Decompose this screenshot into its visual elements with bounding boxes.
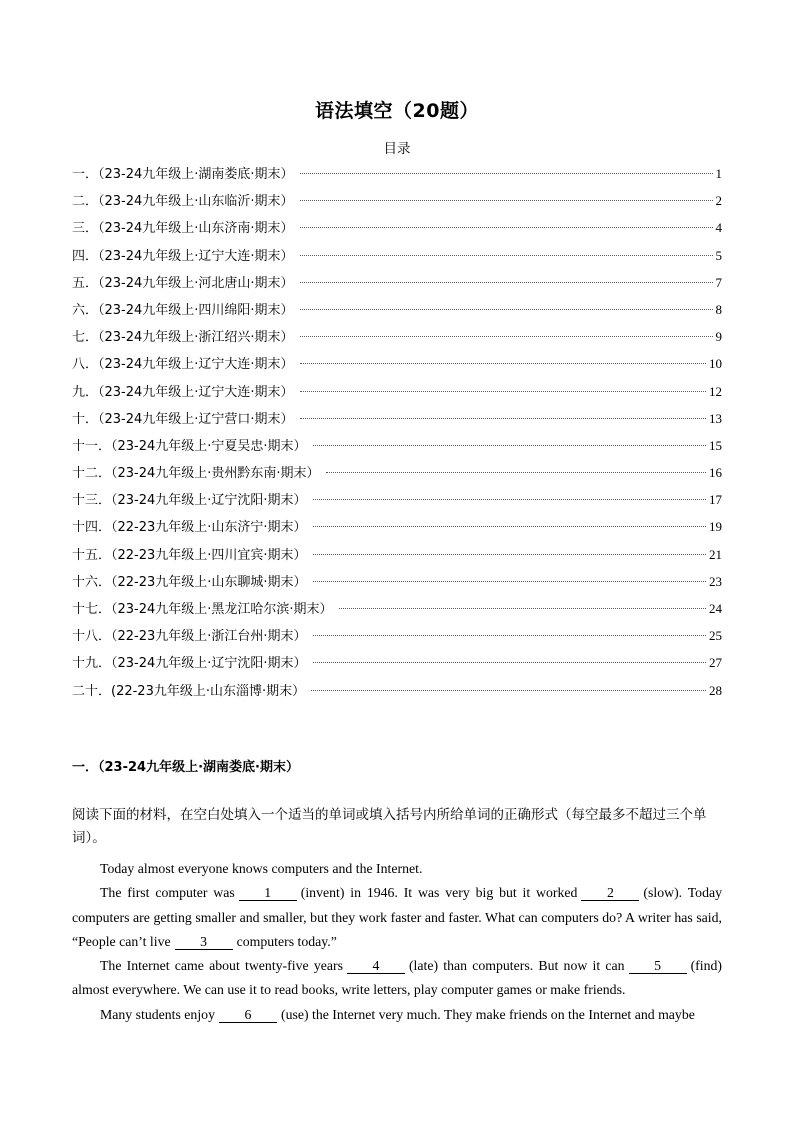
toc-entry[interactable]: [72, 405, 722, 432]
toc-entry-page: 2: [715, 193, 722, 209]
page-title: 语法填空（20题）: [315, 100, 479, 122]
toc-entry[interactable]: [72, 432, 722, 459]
toc-entry-label: 十一．（23-24九年级上·宁夏吴忠·期末）: [72, 438, 307, 454]
toc-entry-label: 二十．(22-23九年级上·山东淄博·期末）: [72, 683, 306, 699]
toc-entry[interactable]: [72, 649, 722, 676]
toc-leader-dots: [300, 309, 713, 310]
toc-entry[interactable]: [72, 323, 722, 350]
passage-text: (use) the Internet very much. They make friends on the Internet and maybe: [280, 1006, 695, 1022]
toc-entry-page: 19: [709, 519, 722, 535]
toc-leader-dots: [300, 200, 713, 201]
toc-leader-dots: [300, 363, 706, 364]
toc-leader-dots: [313, 499, 706, 500]
toc-entry[interactable]: [72, 677, 722, 704]
toc-entry[interactable]: [72, 296, 722, 323]
toc-entry-page: 15: [709, 437, 722, 453]
passage-text: The Internet came about twenty-five years: [100, 958, 343, 974]
toc-entry-label: 十五．（22-23九年级上·四川宜宾·期末）: [72, 547, 307, 563]
toc-entry-page: 27: [709, 655, 722, 671]
toc-entry-label: 二．（23-24九年级上·山东临沂·期末）: [72, 194, 294, 210]
toc-entry-page: 10: [709, 356, 722, 372]
toc-leader-dots: [313, 554, 706, 555]
toc-entry-page: 25: [709, 628, 722, 644]
passage-text: (late) than computers. But now it can: [408, 958, 625, 974]
toc-entry-label: 四．（23-24九年级上·辽宁大连·期末）: [72, 248, 294, 264]
table-of-contents: [72, 160, 722, 704]
toc-leader-dots: [300, 282, 713, 283]
toc-entry[interactable]: [72, 513, 722, 540]
toc-entry-label: 十二．（23-24九年级上·贵州黔东南·期末）: [72, 466, 320, 482]
toc-entry[interactable]: [72, 187, 722, 214]
toc-entry-page: 16: [709, 465, 722, 481]
toc-leader-dots: [300, 336, 713, 337]
toc-entry-page: 8: [715, 301, 722, 317]
toc-entry-label: 十．（23-24九年级上·辽宁营口·期末）: [72, 411, 294, 427]
passage-paragraph: [72, 1003, 722, 1027]
passage-text: (invent) in 1946. It was very big but it worked: [300, 885, 578, 901]
toc-entry-label: 十九．（23-24九年级上·辽宁沈阳·期末）: [72, 656, 307, 672]
toc-entry[interactable]: [72, 541, 722, 568]
answer-blank[interactable]: 3: [175, 934, 233, 950]
toc-entry[interactable]: [72, 160, 722, 187]
toc-entry-label: 十八．（22-23九年级上·浙江台州·期末）: [72, 629, 307, 645]
toc-entry-page: 12: [709, 383, 722, 399]
toc-entry-page: 9: [715, 329, 722, 345]
toc-leader-dots: [300, 227, 713, 228]
passage-text: computers today.”: [236, 933, 337, 949]
toc-leader-dots: [339, 608, 706, 609]
toc-entry-page: 28: [709, 682, 722, 698]
toc-entry-label: 六．（23-24九年级上·四川绵阳·期末）: [72, 302, 294, 318]
toc-entry-page: 23: [709, 573, 722, 589]
toc-entry-page: 21: [709, 546, 722, 562]
toc-entry-label: 一．（23-24九年级上·湖南娄底·期末）: [72, 167, 294, 182]
answer-blank[interactable]: 2: [581, 885, 639, 901]
toc-leader-dots: [300, 391, 706, 392]
passage-paragraph: [72, 857, 722, 881]
toc-entry-label: 十三．（23-24九年级上·辽宁沈阳·期末）: [72, 493, 307, 509]
toc-leader-dots: [311, 690, 706, 691]
toc-entry-page: 4: [715, 220, 722, 236]
toc-entry[interactable]: [72, 595, 722, 622]
answer-blank[interactable]: 1: [239, 885, 297, 901]
passage-text: Many students enjoy: [100, 1006, 215, 1022]
section-heading: 一．（23-24九年级上·湖南娄底·期末）: [72, 760, 299, 775]
toc-entry-label: 九．（23-24九年级上·辽宁大连·期末）: [72, 384, 294, 400]
toc-entry[interactable]: [72, 622, 722, 649]
toc-leader-dots: [326, 472, 706, 473]
toc-entry-label: 五．（23-24九年级上·河北唐山·期末）: [72, 275, 294, 291]
toc-entry-label: 七．（23-24九年级上·浙江绍兴·期末）: [72, 330, 294, 346]
toc-heading: 目录: [383, 141, 411, 157]
reading-passage: [72, 857, 722, 1027]
passage-text: (slow). Today computers are getting smaller and smaller, but they work faster and faster. What can computers do? A writer has said, “People can’t live: [72, 885, 722, 949]
toc-leader-dots: [300, 173, 713, 174]
toc-entry[interactable]: [72, 378, 722, 405]
passage-paragraph: [72, 881, 722, 954]
answer-blank[interactable]: 4: [347, 958, 405, 974]
toc-entry-page: 1: [715, 166, 722, 181]
toc-entry-label: 十六．（22-23九年级上·山东聊城·期末）: [72, 574, 307, 590]
passage-text: (find) almost everywhere. We can use it to read books, write letters, play computer games or make friends.: [72, 958, 722, 998]
toc-entry-label: 十七．（23-24九年级上·黑龙江哈尔滨·期末）: [72, 602, 333, 617]
toc-leader-dots: [313, 581, 706, 582]
toc-leader-dots: [313, 445, 706, 446]
toc-entry[interactable]: [72, 350, 722, 377]
toc-entry-page: 17: [709, 492, 722, 508]
toc-entry-page: 24: [709, 601, 722, 616]
toc-entry[interactable]: [72, 486, 722, 513]
toc-entry-label: 三．（23-24九年级上·山东济南·期末）: [72, 221, 294, 237]
toc-leader-dots: [313, 635, 706, 636]
instructions: 阅读下面的材料，在空白处填入一个适当的单词或填入括号内所给单词的正确形式（每空最多不超过三个单词）。: [72, 807, 707, 846]
passage-text: The first computer was: [100, 885, 235, 901]
toc-entry[interactable]: [72, 242, 722, 269]
toc-entry-label: 十四．（22-23九年级上·山东济宁·期末）: [72, 520, 307, 536]
passage-paragraph: [72, 954, 722, 1003]
toc-entry-page: 5: [715, 247, 722, 263]
toc-leader-dots: [300, 418, 706, 419]
toc-entry[interactable]: [72, 459, 722, 486]
toc-leader-dots: [313, 526, 706, 527]
toc-entry-page: 13: [709, 410, 722, 426]
toc-leader-dots: [300, 255, 713, 256]
toc-leader-dots: [313, 662, 706, 663]
toc-entry-page: 7: [715, 274, 722, 290]
passage-text: Today almost everyone knows computers and the Internet.: [100, 861, 423, 876]
toc-entry-label: 八．（23-24九年级上·辽宁大连·期末）: [72, 357, 294, 373]
toc-entry[interactable]: [72, 269, 722, 296]
answer-blank[interactable]: 5: [629, 958, 687, 974]
toc-entry[interactable]: [72, 568, 722, 595]
answer-blank[interactable]: 6: [219, 1007, 277, 1023]
toc-entry[interactable]: [72, 214, 722, 241]
